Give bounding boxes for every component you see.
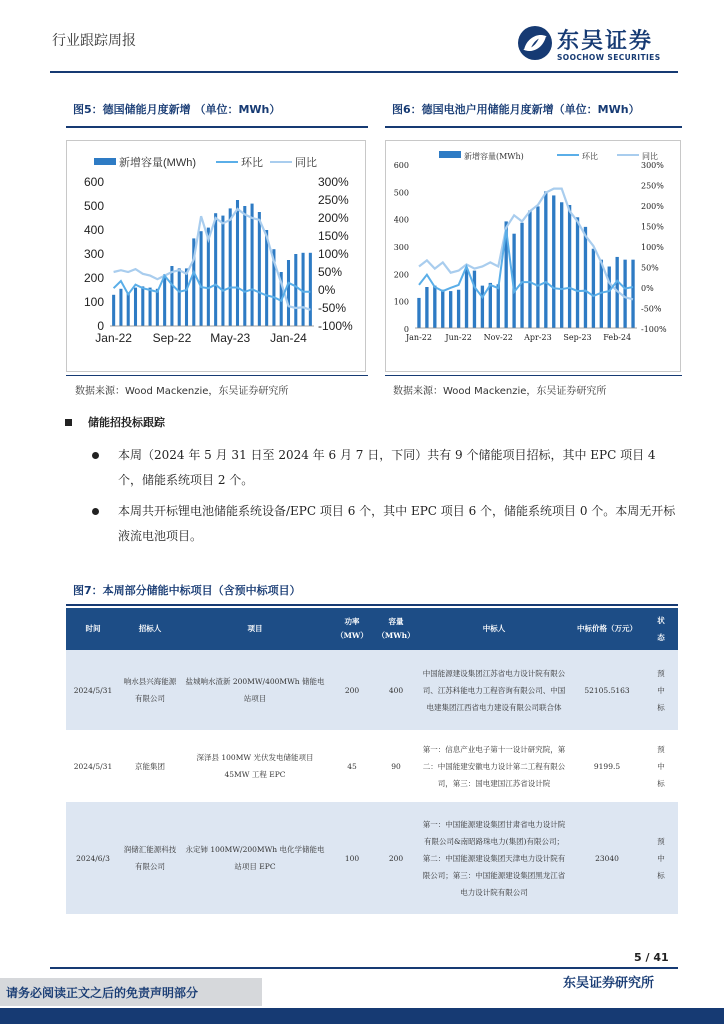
cell-capacity: 200 [374, 802, 418, 914]
cell-status [644, 802, 678, 914]
cell-bidder: 润储汇能源科技有限公司 [120, 802, 180, 914]
x-tick-label: May-23 [210, 331, 251, 345]
bar [592, 249, 595, 328]
bar [127, 292, 130, 326]
bar [425, 287, 428, 328]
bar [552, 195, 555, 328]
y-tick-label: 500 [83, 199, 104, 213]
y2-tick-label: -50% [641, 304, 662, 314]
legend-swatch-bar [94, 158, 116, 165]
y2-tick-label: 200% [641, 202, 664, 211]
col-status [644, 608, 678, 650]
bar [149, 288, 152, 326]
bullet-dot-icon [92, 508, 99, 515]
legend-label: 新增容量(MWh) [119, 157, 196, 169]
bar [258, 212, 261, 326]
y-tick-label: 300 [393, 243, 409, 252]
bar [560, 202, 563, 328]
fig6-top-rule [385, 126, 682, 128]
bar [134, 288, 137, 326]
bar [497, 284, 500, 328]
footer-band [0, 1008, 724, 1024]
legend-label: 环比 [582, 152, 598, 161]
x-tick-label: Sep-23 [563, 333, 592, 342]
bullet-dot-icon [92, 452, 99, 459]
bar [465, 269, 468, 328]
y2-tick-label: 250% [641, 181, 664, 191]
y2-tick-label: 150% [641, 222, 664, 232]
header-divider [50, 71, 678, 73]
cell-price: 52105.5163 [570, 650, 644, 730]
cell-capacity: 90 [374, 730, 418, 802]
col-bidder: 招标人 [120, 608, 180, 650]
cell-project: 永定铈 100MW/200MWh 电化学储能电站项目 EPC [180, 802, 330, 914]
logo-swirl-icon [517, 24, 553, 62]
y-tick-label: 100 [393, 297, 409, 307]
bar [294, 254, 297, 326]
fig5-bottom-rule [66, 375, 368, 376]
y2-tick-label: 50% [641, 263, 659, 273]
bar [221, 216, 224, 326]
table-row [66, 802, 678, 914]
y2-tick-label: 250% [318, 193, 349, 207]
cell-project: 深泽县 100MW 光伏发电储能项目 45MW 工程 EPC [180, 730, 330, 802]
x-tick-label: Apr-23 [524, 333, 552, 342]
x-tick-label: Jan-24 [270, 331, 307, 345]
bar [520, 223, 523, 328]
cell-winner: 第一：信息产业电子第十一设计研究院，第二：中国能建安徽电力设计第二工程有限公司，第三：国电建国江苏省设计院 [418, 730, 570, 802]
cell-bidder: 京能集团 [120, 730, 180, 802]
bar [576, 217, 579, 328]
x-tick-label: Sep-22 [152, 331, 192, 345]
bar [481, 286, 484, 328]
col-price: 中标价格（万元） [570, 608, 644, 650]
bar [417, 298, 420, 328]
cell-power: 100 [330, 802, 374, 914]
bar [544, 191, 547, 328]
y-tick-label: 400 [83, 223, 104, 237]
status-text: 预中标 [657, 836, 665, 880]
bullet-paragraph: 本周共开标锂电池储能系统设备/EPC 项目 6 个，其中 EPC 项目 6 个，储能系统项目 0 个。本周无开标液流电池项目。 [118, 504, 676, 543]
cell-status [644, 730, 678, 802]
bar [433, 286, 436, 328]
col-winner: 中标人 [418, 608, 570, 650]
y2-tick-label: -50% [318, 301, 347, 315]
y-tick-label: 100 [83, 295, 104, 309]
fig6-chart [385, 140, 681, 372]
bar [441, 290, 444, 328]
cell-price: 9199.5 [570, 730, 644, 802]
fig6-bottom-rule [385, 375, 682, 376]
logo-name: 东吴证券 [557, 28, 654, 54]
bar [309, 253, 312, 326]
x-tick-label: Feb-24 [603, 333, 632, 342]
y-tick-label: 400 [393, 215, 409, 225]
cell-capacity: 400 [374, 650, 418, 730]
bar [229, 208, 232, 326]
report-type: 行业跟踪周报 [52, 33, 136, 49]
y-tick-label: 0 [97, 319, 104, 333]
bar [489, 283, 492, 328]
cell-bidder: 响水县兴海能源有限公司 [120, 650, 180, 730]
y-tick-label: 300 [83, 247, 104, 261]
bar [141, 286, 144, 326]
bar [457, 290, 460, 328]
fig6-title: 图6：德国电池户用储能月度新增（单位：MWh） [392, 103, 640, 116]
bar [302, 253, 305, 326]
y2-tick-label: 150% [318, 229, 349, 243]
bar [236, 200, 239, 326]
legend-label: 同比 [642, 152, 658, 161]
footer-divider [50, 967, 678, 969]
bar [568, 205, 571, 328]
page-number: 5 / 41 [634, 951, 669, 964]
y-tick-label: 600 [83, 175, 104, 189]
bar [631, 260, 634, 328]
x-tick-label: Jan-22 [95, 331, 132, 345]
bar [536, 206, 539, 328]
status-text: 预中标 [657, 668, 665, 712]
cell-power: 200 [330, 650, 374, 730]
y-tick-label: 0 [403, 325, 409, 334]
y2-tick-label: 100% [641, 243, 664, 252]
fig5-chart [66, 140, 366, 372]
status-text: 预中标 [657, 744, 665, 788]
logo-english: SOOCHOW SECURITIES [557, 53, 661, 62]
y2-tick-label: 200% [318, 211, 349, 225]
cell-project: 盐城响水渣新 200MW/400MWh 储能电站项目 [180, 650, 330, 730]
legend-label: 新增容量(MWh) [464, 152, 524, 161]
y-tick-label: 600 [393, 161, 409, 170]
legend-swatch-bar [439, 151, 461, 158]
disclaimer-text: 请务必阅读正文之后的免责声明部分 [6, 986, 199, 1000]
bids-table [66, 608, 678, 914]
bar [251, 204, 254, 326]
y2-tick-label: 100% [318, 247, 349, 261]
company-logo [517, 24, 677, 66]
bar [287, 260, 290, 326]
footer-institute: 东吴证券研究所 [563, 976, 655, 991]
y2-tick-label: -100% [318, 319, 353, 333]
bar [163, 274, 166, 326]
disclaimer-box [0, 978, 262, 1006]
x-tick-label: Jan-22 [405, 333, 432, 342]
y-tick-label: 500 [393, 188, 409, 198]
legend-label: 同比 [295, 157, 317, 169]
col-capacity: 容量（MWh） [374, 608, 418, 650]
y2-tick-label: 300% [641, 161, 664, 170]
fig7-title: 图7：本周部分储能中标项目（含预中标项目） [73, 584, 301, 597]
x-tick-label: Jun-22 [445, 333, 472, 342]
bar [214, 213, 217, 326]
y-tick-label: 200 [83, 271, 104, 285]
fig5-top-rule [66, 126, 368, 128]
legend-label: 环比 [241, 157, 263, 169]
table-header-row [66, 608, 678, 650]
fig7-top-rule [66, 604, 678, 606]
y2-tick-label: 300% [318, 175, 349, 189]
y2-tick-label: 0% [641, 284, 654, 293]
x-tick-label: Nov-22 [483, 333, 513, 342]
y2-tick-label: 0% [318, 283, 336, 297]
bar [528, 210, 531, 328]
cell-power: 45 [330, 730, 374, 802]
bar [178, 268, 181, 326]
table-row [66, 650, 678, 730]
section-square-icon [65, 419, 72, 426]
y-tick-label: 200 [393, 270, 409, 280]
cell-time: 2024/6/3 [66, 802, 120, 914]
bullet-paragraph: 本周（2024 年 5 月 31 日至 2024 年 6 月 7 日，下同）共有 9 个储能项目招标，其中 EPC 项目 4 个，储能系统项目 2 个。 [118, 448, 656, 487]
cell-status [644, 650, 678, 730]
bar [185, 268, 188, 326]
col-power: 功率（MW） [330, 608, 374, 650]
bar [449, 291, 452, 328]
fig5-source: 数据来源：Wood Mackenzie，东吴证券研究所 [75, 386, 289, 397]
status-header-text: 状态 [657, 616, 665, 642]
col-project: 项目 [180, 608, 330, 650]
bar [243, 206, 246, 326]
cell-time: 2024/5/31 [66, 650, 120, 730]
bar [623, 260, 626, 328]
bar [112, 295, 115, 326]
bar [584, 227, 587, 328]
bar [473, 271, 476, 328]
bar [265, 230, 268, 326]
section-title: 储能招投标跟踪 [88, 416, 165, 429]
bar [170, 266, 173, 326]
cell-winner: 中国能源建设集团江苏省电力设计院有限公司、江苏科能电力工程咨询有限公司、中国电建集团江西省电力建设有限公司联合体 [418, 650, 570, 730]
col-time: 时间 [66, 608, 120, 650]
fig5-title: 图5：德国储能月度新增 （单位：MWh） [73, 103, 281, 116]
fig6-source: 数据来源：Wood Mackenzie，东吴证券研究所 [393, 386, 607, 397]
bar [119, 289, 122, 326]
bar [200, 231, 203, 326]
bar [156, 289, 159, 326]
y2-tick-label: -100% [641, 325, 667, 334]
cell-winner: 第一：中国能源建设集团甘肃省电力设计院有限公司&南昭路珠电力(集团)有限公司；第二：中国能源建设集团天津电力设计院有限公司；第三：中国能源建设集团黑龙江省电力设计院有限公司 [418, 802, 570, 914]
cell-time: 2024/5/31 [66, 730, 120, 802]
cell-price: 23040 [570, 802, 644, 914]
y2-tick-label: 50% [318, 265, 343, 279]
table-row [66, 730, 678, 802]
bar [608, 267, 611, 329]
